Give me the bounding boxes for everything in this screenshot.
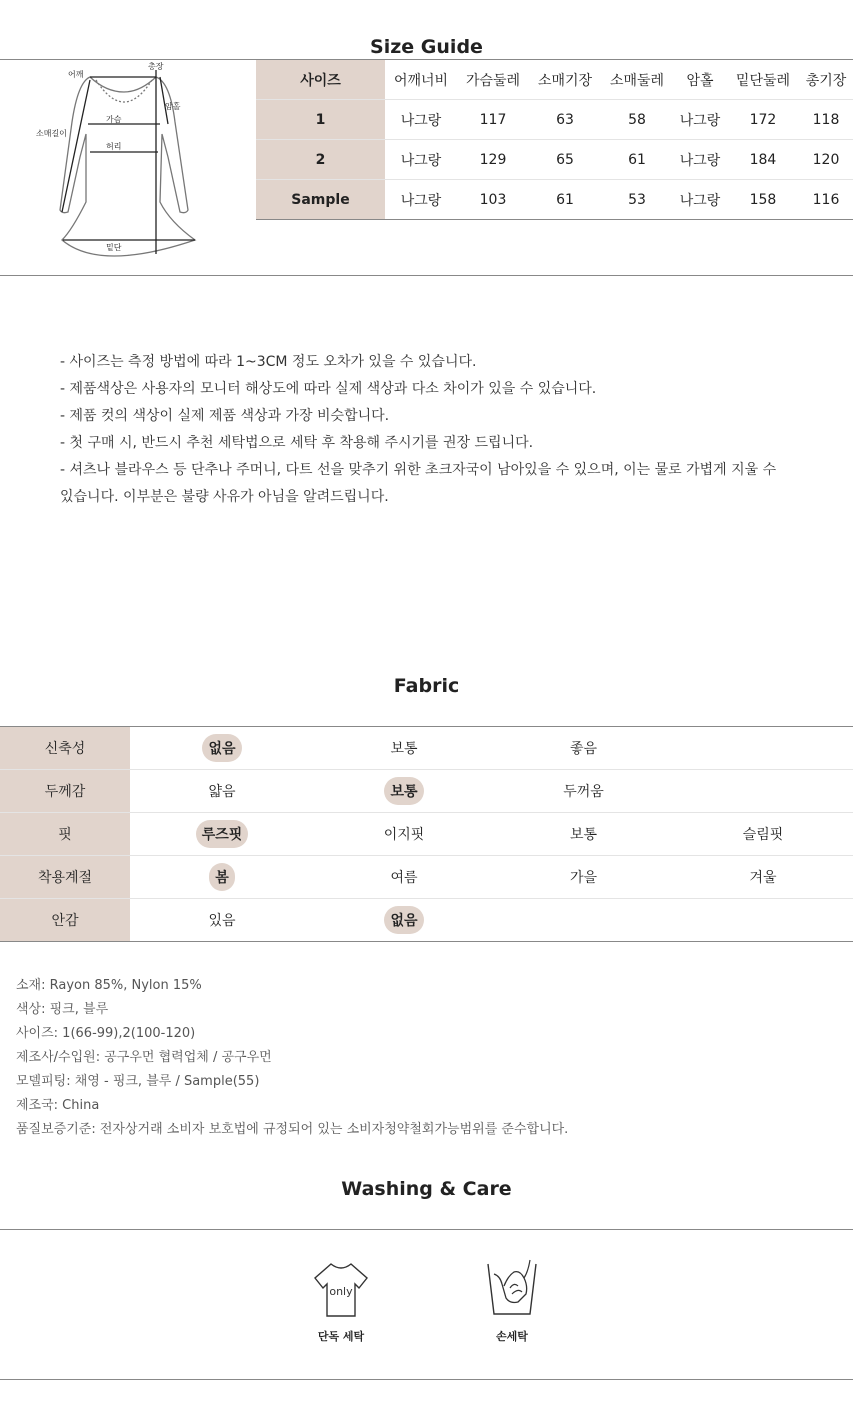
note-line: - 제품 컷의 색상이 실제 제품 색상과 가장 비슷합니다. (60, 408, 390, 424)
size-cell: 나그랑 (385, 140, 457, 180)
fabric-option-cell (314, 856, 494, 899)
fabric-option-cell (673, 856, 853, 899)
fabric-option-cell (673, 899, 853, 942)
size-col-header: 암홀 (673, 60, 727, 100)
fabric-row-label: 안감 (0, 899, 130, 942)
fabric-option-cell (130, 856, 314, 899)
tshirt-only-icon (311, 1258, 371, 1320)
fabric-option-cell (314, 899, 494, 942)
fabric-option: 보통 (390, 741, 418, 757)
size-guide-bottom-rule (0, 275, 853, 276)
fabric-bottom-rule (0, 941, 853, 942)
fabric-table (0, 727, 853, 941)
fabric-option-selected: 봄 (209, 863, 235, 891)
fabric-option-cell (130, 899, 314, 942)
size-col-header: 가슴둘레 (457, 60, 529, 100)
size-cell: 63 (529, 100, 601, 140)
hand-wash-icon (480, 1258, 544, 1320)
size-cell: 나그랑 (673, 140, 727, 180)
fabric-option-cell (494, 856, 673, 899)
fabric-option-cell (130, 813, 314, 856)
fabric-option-cell (494, 813, 673, 856)
fabric-option-selected: 루즈핏 (196, 820, 249, 848)
fabric-option-cell (494, 770, 673, 813)
size-row-label: Sample (256, 180, 385, 220)
wash-item-hand (472, 1258, 552, 1344)
fabric-option-cell (673, 727, 853, 770)
fabric-option-cell (314, 813, 494, 856)
size-col-header: 소매둘레 (601, 60, 673, 100)
fabric-option: 좋음 (569, 741, 598, 757)
fabric-option-cell (494, 899, 673, 942)
fabric-option-cell (314, 770, 494, 813)
fabric-row (0, 899, 853, 942)
fabric-option-cell (494, 727, 673, 770)
size-cell: 158 (727, 180, 799, 220)
size-col-header: 사이즈 (256, 60, 385, 100)
fabric-option: 두꺼움 (563, 784, 604, 800)
diagram-label-armhole: 암홀 (165, 102, 181, 111)
size-table (256, 60, 853, 220)
fabric-option-cell (130, 727, 314, 770)
spec-origin: 제조국: China (16, 1098, 100, 1113)
fabric-row-label: 신축성 (0, 727, 130, 770)
size-row-label: 2 (256, 140, 385, 180)
spec-color: 색상: 핑크, 블루 (16, 1002, 109, 1017)
size-cell: 103 (457, 180, 529, 220)
size-cell: 184 (727, 140, 799, 180)
washing-title: Washing & Care (341, 1178, 512, 1200)
diagram-label-waist: 허리 (106, 142, 122, 151)
spec-size: 사이즈: 1(66-99),2(100-120) (16, 1026, 196, 1041)
size-cell: 116 (799, 180, 853, 220)
note-line: 있습니다. 이부분은 불량 사유가 아님을 알려드립니다. (60, 489, 389, 505)
size-cell: 나그랑 (385, 180, 457, 220)
size-cell: 129 (457, 140, 529, 180)
note-line: - 사이즈는 측정 방법에 따라 1~3CM 정도 오차가 있을 수 있습니다. (60, 354, 477, 370)
size-table-header-row (256, 60, 853, 100)
size-cell: 172 (727, 100, 799, 140)
fabric-option: 겨울 (749, 870, 777, 886)
spec-model: 모델피팅: 채영 - 핑크, 블루 / Sample(55) (16, 1074, 260, 1089)
fabric-option-selected: 보통 (384, 777, 423, 805)
note-line: - 셔츠나 블라우스 등 단추나 주머니, 다트 선을 맞추기 위한 초크자국이 남아있을 수 있으며, 이는 물로 가볍게 지울 수 (60, 462, 777, 478)
size-cell: 53 (601, 180, 673, 220)
wash-label-separate: 단독 세탁 (317, 1330, 365, 1343)
diagram-label-sleeve: 소매길이 (36, 129, 67, 138)
spec-warranty: 품질보증기준: 전자상거래 소비자 보호법에 규정되어 있는 소비자청약철회가능범위를 준수합니다. (16, 1122, 569, 1137)
fabric-row (0, 770, 853, 813)
fabric-option-selected: 없음 (384, 906, 423, 934)
fabric-row (0, 813, 853, 856)
size-cell: 61 (601, 140, 673, 180)
size-col-header: 총기장 (799, 60, 853, 100)
fabric-option: 이지핏 (383, 827, 425, 843)
fabric-option: 얇음 (208, 784, 236, 800)
size-table-row (256, 140, 853, 180)
diagram-label-shoulder: 어깨 (68, 70, 84, 79)
size-col-header: 소매기장 (529, 60, 601, 100)
dress-outline-icon (30, 62, 210, 274)
spec-manufacturer: 제조사/수입원: 공구우먼 협력업체 / 공구우먼 (16, 1050, 272, 1065)
fabric-row (0, 856, 853, 899)
fabric-option: 여름 (390, 870, 418, 886)
fabric-option: 보통 (569, 827, 598, 843)
size-table-row (256, 100, 853, 140)
fabric-row-label: 핏 (0, 813, 130, 856)
size-table-row (256, 180, 853, 220)
size-row-label: 1 (256, 100, 385, 140)
fabric-row (0, 727, 853, 770)
only-text: only (329, 1285, 353, 1298)
diagram-label-hem: 밑단 (106, 243, 122, 252)
size-cell: 나그랑 (673, 100, 727, 140)
notes-list (60, 349, 800, 511)
fabric-option-cell (130, 770, 314, 813)
size-col-header: 어깨너비 (385, 60, 457, 100)
washing-bottom-rule (0, 1379, 853, 1380)
wash-item-separate (301, 1258, 381, 1344)
washing-top-rule (0, 1229, 853, 1230)
fabric-option-cell (314, 727, 494, 770)
size-cell: 나그랑 (385, 100, 457, 140)
size-cell: 58 (601, 100, 673, 140)
garment-diagram (30, 62, 210, 274)
fabric-option: 슬림핏 (742, 827, 784, 843)
spec-material: 소재: Rayon 85%, Nylon 15% (16, 978, 202, 993)
size-col-header: 밑단둘레 (727, 60, 799, 100)
size-cell: 118 (799, 100, 853, 140)
fabric-row-label: 두께감 (0, 770, 130, 813)
fabric-option: 가을 (569, 870, 598, 886)
size-cell: 117 (457, 100, 529, 140)
wash-label-hand: 손세탁 (496, 1330, 528, 1343)
fabric-title: Fabric (393, 675, 460, 697)
size-cell: 65 (529, 140, 601, 180)
note-line: - 첫 구매 시, 반드시 추천 세탁법으로 세탁 후 착용해 주시기를 권장 드립니다. (60, 435, 534, 451)
spec-list (16, 974, 568, 1142)
size-cell: 120 (799, 140, 853, 180)
size-cell: 61 (529, 180, 601, 220)
fabric-option-cell (673, 813, 853, 856)
fabric-option-cell (673, 770, 853, 813)
fabric-option: 있음 (208, 913, 236, 929)
diagram-label-chest: 가슴 (106, 115, 122, 124)
size-cell: 나그랑 (673, 180, 727, 220)
size-guide-title: Size Guide (370, 36, 483, 58)
diagram-label-length: 총장 (148, 62, 164, 71)
fabric-row-label: 착용계절 (0, 856, 130, 899)
fabric-option-selected: 없음 (202, 734, 241, 762)
note-line: - 제품색상은 사용자의 모니터 해상도에 따라 실제 색상과 다소 차이가 있을 수 있습니다. (60, 381, 597, 397)
